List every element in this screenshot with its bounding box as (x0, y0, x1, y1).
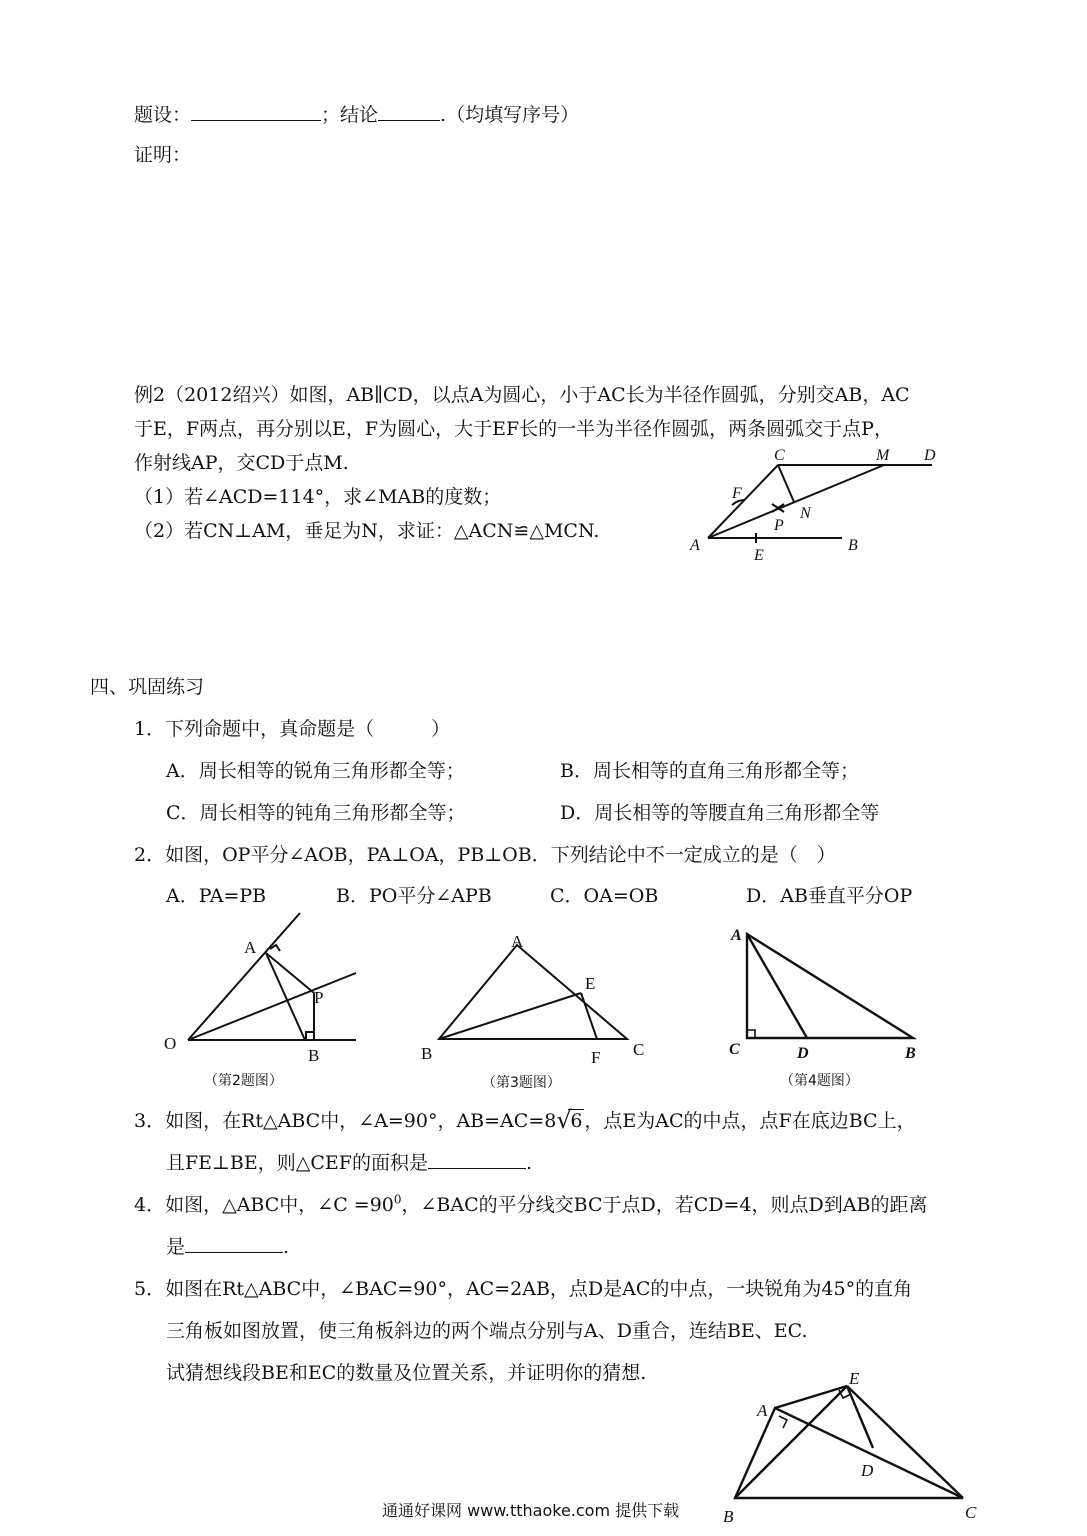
p4-text-line2: 是 (166, 1236, 186, 1258)
premise-line (134, 100, 579, 127)
fig3-label-f: F (591, 1048, 601, 1065)
fig2-caption: （第2题图） (204, 1073, 283, 1089)
p3-text-pre: 3．如图，在Rt△ABC中，∠A=90°，AB=AC=8 (134, 1110, 557, 1132)
fig2-label-a: A (244, 938, 257, 957)
footer-text: 通通好课网 www.tthaoke.com 提供下载 (382, 1501, 680, 1520)
example2-q1: （1）若∠ACD=114°，求∠MAB的度数； (134, 486, 502, 508)
p2-option-c[interactable]: C．OA=OB (550, 885, 659, 907)
right-angle-b (306, 1032, 314, 1040)
segment-be (439, 993, 581, 1039)
fig4-label-b: B (905, 1045, 916, 1062)
figure-4 (725, 920, 935, 1068)
figure-3 (415, 925, 675, 1065)
p4-text-post: ，∠BAC的平分线交BC于点D，若CD=4，则点D到AB的距离 (401, 1194, 928, 1216)
p1-option-a[interactable]: A．周长相等的锐角三角形都全等； (166, 760, 465, 782)
p2-stem: 2．如图，OP平分∠AOB，PA⊥OA，PB⊥OB．下列结论中不一定成立的是（ ） (134, 844, 836, 866)
example2-line3: 作射线AP，交CD于点M. (134, 452, 349, 474)
p4-end: . (283, 1236, 290, 1258)
figure-5 (715, 1368, 995, 1536)
label-c: C (774, 447, 785, 464)
fig5-label-d: D (861, 1461, 874, 1480)
figure-2 (160, 905, 370, 1070)
proof-label: 证明： (134, 144, 192, 166)
p3-line1 (134, 1106, 916, 1133)
example2-q2: （2）若CN⊥AM，垂足为N，求证：△ACN≌△MCN. (134, 520, 600, 542)
fig3-label-a: A (511, 932, 524, 951)
fig4-label-c: C (729, 1041, 740, 1058)
p3-text-line2: 且FE⊥BE，则△CEF的面积是 (166, 1152, 428, 1174)
label-b: B (848, 537, 858, 554)
p2-option-b[interactable]: B．PO平分∠APB (336, 885, 492, 907)
fig3-caption: （第3题图） (482, 1075, 561, 1091)
fig5-label-b: B (723, 1507, 734, 1526)
fig4-label-a: A (731, 927, 742, 944)
sqrt-value: 6 (570, 1110, 583, 1132)
triangle-abc (735, 1408, 963, 1498)
label-f: F (732, 485, 742, 502)
p1-stem: 1．下列命题中，真命题是（ ） (134, 718, 451, 740)
fig3-label-e: E (585, 974, 596, 993)
example2-line2: 于E，F两点，再分别以E，F为圆心，大于EF长的一半为半径作圆弧，两条圆弧交于点P， (134, 418, 893, 440)
fig5-label-e: E (849, 1369, 860, 1388)
p5-line1: 5．如图在Rt△ABC中，∠BAC=90°，AC=2AB，点D是AC的中点，一块锐角为45°的直角 (134, 1278, 913, 1300)
p5-line3: 试猜想线段BE和EC的数量及位置关系，并证明你的猜想. (166, 1362, 647, 1384)
p2-option-a[interactable]: A．PA=PB (166, 885, 267, 907)
segment-ec (847, 1386, 963, 1498)
fig5-label-a: A (757, 1401, 768, 1420)
conclusion-label: ；结论 (321, 104, 379, 126)
section-title: 四、巩固练习 (90, 676, 205, 698)
sqrt-symbol: √ 6 (556, 1106, 583, 1134)
premise-tail: .（均填写序号） (440, 104, 580, 126)
conclusion-blank[interactable] (378, 102, 440, 121)
fig4-label-d: D (797, 1045, 809, 1062)
p4-text-pre: 4．如图，△ABC中，∠C =90 (134, 1194, 394, 1216)
label-n: N (800, 505, 811, 522)
p3-text-post: ，点E为AC的中点，点F在底边BC上， (584, 1110, 916, 1132)
example2-line1: 例2（2012绍兴）如图，AB∥CD，以点A为圆心，小于AC长为半径作圆弧，分别交AB，AC (134, 384, 910, 406)
p4-answer-blank[interactable] (185, 1234, 283, 1253)
segment-ac (708, 465, 778, 538)
p3-end: . (525, 1152, 533, 1174)
fig3-label-b: B (421, 1044, 433, 1063)
fig3-label-c: C (633, 1040, 645, 1059)
p4-degree: 0 (393, 1192, 402, 1207)
p4-line2 (166, 1232, 289, 1259)
triangle-abc (747, 934, 913, 1038)
premise-label: 题设： (134, 104, 192, 126)
p1-option-c[interactable]: C．周长相等的钝角三角形都全等； (166, 802, 466, 824)
label-m: M (876, 447, 890, 464)
segment-cn (778, 465, 794, 502)
fig2-label-b: B (308, 1046, 320, 1065)
label-e: E (754, 547, 764, 564)
premise-blank[interactable] (191, 102, 321, 121)
p5-line2: 三角板如图放置，使三角板斜边的两个端点分别与A、D重合，连结BE、EC. (166, 1320, 808, 1342)
fig4-caption: （第4题图） (780, 1073, 859, 1089)
fig2-label-o: O (164, 1034, 177, 1053)
p2-option-d[interactable]: D．AB垂直平分OP (746, 885, 913, 907)
example2-figure (680, 440, 950, 570)
p1-option-d[interactable]: D．周长相等的等腰直角三角形都全等 (560, 802, 880, 824)
ray-oa (188, 913, 300, 1040)
fig2-label-p: P (314, 988, 324, 1007)
p3-answer-blank[interactable] (428, 1150, 526, 1169)
segment-ap (266, 953, 314, 993)
label-a: A (690, 537, 700, 554)
fig5-label-c: C (965, 1503, 977, 1522)
segment-ed (847, 1386, 873, 1448)
p3-line2 (166, 1148, 532, 1175)
segment-ad (747, 934, 807, 1038)
triangle-abc (439, 945, 627, 1039)
p1-option-b[interactable]: B．周长相等的直角三角形都全等； (560, 760, 859, 782)
p4-line1 (134, 1190, 927, 1217)
ray-op (188, 973, 356, 1040)
right-angle-a (779, 1416, 787, 1428)
segment-ef (581, 993, 597, 1039)
label-p: P (774, 517, 784, 534)
label-d: D (924, 447, 936, 464)
